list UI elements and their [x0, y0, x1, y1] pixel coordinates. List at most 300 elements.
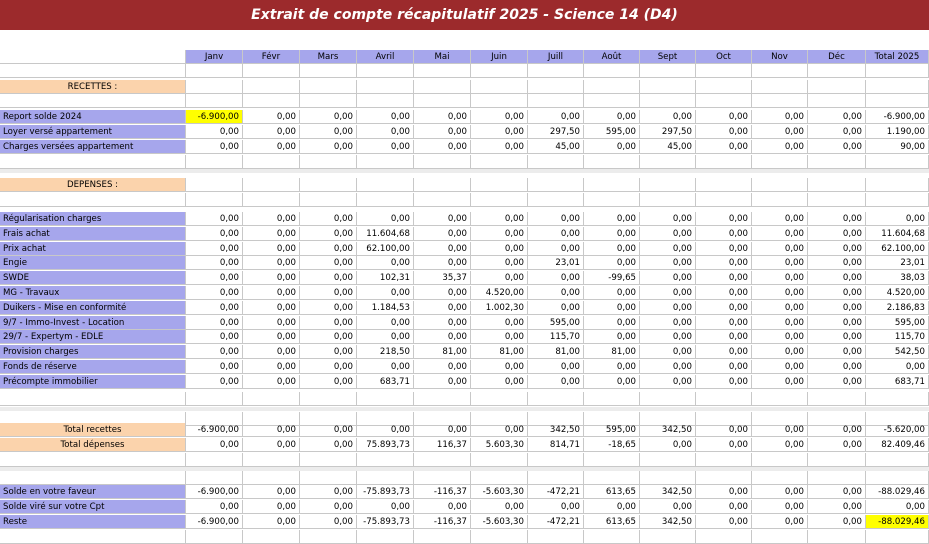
value-cell[interactable]: 0,00 [243, 125, 300, 139]
empty-cell[interactable] [808, 193, 866, 207]
empty-cell[interactable] [414, 178, 471, 192]
value-cell[interactable]: 0,00 [752, 485, 808, 499]
row-label[interactable]: Provision charges [0, 345, 186, 359]
empty-cell[interactable] [866, 453, 929, 467]
empty-cell[interactable] [186, 392, 243, 406]
value-cell[interactable]: 0,00 [414, 500, 471, 514]
value-cell[interactable]: 0,00 [808, 271, 866, 285]
value-cell[interactable]: 613,65 [584, 485, 640, 499]
value-cell[interactable]: 0,00 [528, 271, 584, 285]
value-cell[interactable]: 0,00 [696, 242, 752, 256]
value-cell[interactable]: -75.893,73 [357, 515, 414, 529]
row-label[interactable]: Report solde 2024 [0, 110, 186, 124]
empty-cell[interactable] [357, 392, 414, 406]
empty-cell[interactable] [584, 471, 640, 485]
value-cell[interactable]: 0,00 [414, 256, 471, 270]
value-cell[interactable]: 0,00 [584, 140, 640, 154]
value-cell[interactable]: -99,65 [584, 271, 640, 285]
value-cell[interactable]: 0,00 [300, 375, 357, 389]
empty-cell[interactable] [0, 392, 186, 406]
row-label[interactable]: SWDE [0, 271, 186, 285]
empty-cell[interactable] [471, 64, 528, 78]
empty-cell[interactable] [866, 193, 929, 207]
empty-cell[interactable] [357, 471, 414, 485]
value-cell[interactable]: 0,00 [752, 423, 808, 437]
value-cell[interactable]: 0,00 [752, 271, 808, 285]
value-cell[interactable]: 0,00 [300, 301, 357, 315]
value-cell[interactable]: 0,00 [300, 345, 357, 359]
value-cell[interactable]: 0,00 [528, 242, 584, 256]
value-cell[interactable]: 0,00 [752, 212, 808, 226]
empty-cell[interactable] [357, 155, 414, 169]
value-cell[interactable]: 116,37 [414, 438, 471, 452]
value-cell[interactable]: 4.520,00 [866, 286, 929, 300]
empty-cell[interactable] [243, 178, 300, 192]
value-cell[interactable]: 0,00 [640, 271, 696, 285]
value-cell[interactable]: 0,00 [186, 227, 243, 241]
row-label[interactable]: Prix achat [0, 242, 186, 256]
value-cell[interactable]: 0,00 [696, 345, 752, 359]
value-cell[interactable]: 0,00 [640, 438, 696, 452]
value-cell[interactable]: 0,00 [300, 423, 357, 437]
empty-cell[interactable] [414, 193, 471, 207]
value-cell[interactable]: 0,00 [243, 271, 300, 285]
value-cell[interactable]: -6.900,00 [866, 110, 929, 124]
value-cell[interactable]: 0,00 [243, 242, 300, 256]
value-cell[interactable]: 0,00 [300, 500, 357, 514]
value-cell[interactable]: 0,00 [866, 212, 929, 226]
empty-cell[interactable] [471, 94, 528, 108]
value-cell[interactable]: 0,00 [752, 242, 808, 256]
value-cell[interactable]: 0,00 [528, 360, 584, 374]
row-label[interactable]: Total recettes [0, 423, 186, 437]
empty-cell[interactable] [640, 193, 696, 207]
value-cell[interactable]: 0,00 [414, 316, 471, 330]
value-cell[interactable]: 0,00 [696, 330, 752, 344]
empty-cell[interactable] [300, 392, 357, 406]
value-cell[interactable]: 0,00 [808, 125, 866, 139]
value-cell[interactable]: 342,50 [640, 515, 696, 529]
row-label[interactable]: Fonds de réserve [0, 360, 186, 374]
empty-cell[interactable] [752, 64, 808, 78]
value-cell[interactable]: 342,50 [528, 423, 584, 437]
empty-cell[interactable] [808, 178, 866, 192]
value-cell[interactable]: 0,00 [300, 330, 357, 344]
value-cell[interactable]: 0,00 [243, 227, 300, 241]
value-cell[interactable]: 0,00 [243, 140, 300, 154]
value-cell[interactable]: -6.900,00 [186, 423, 243, 437]
row-label[interactable]: MG - Travaux [0, 286, 186, 300]
value-cell[interactable]: 0,00 [584, 360, 640, 374]
value-cell[interactable]: 0,00 [696, 140, 752, 154]
value-cell[interactable]: 1.184,53 [357, 301, 414, 315]
value-cell[interactable]: 0,00 [357, 140, 414, 154]
value-cell[interactable]: 0,00 [528, 375, 584, 389]
value-cell[interactable]: 0,00 [243, 515, 300, 529]
value-cell[interactable]: 0,00 [808, 256, 866, 270]
value-cell[interactable]: 0,00 [414, 286, 471, 300]
empty-cell[interactable] [584, 178, 640, 192]
empty-cell[interactable] [584, 94, 640, 108]
value-cell[interactable]: 613,65 [584, 515, 640, 529]
empty-cell[interactable] [528, 155, 584, 169]
empty-cell[interactable] [752, 94, 808, 108]
value-cell[interactable]: 2.186,83 [866, 301, 929, 315]
value-cell[interactable]: 0,00 [471, 212, 528, 226]
value-cell[interactable]: 0,00 [300, 485, 357, 499]
empty-cell[interactable] [300, 471, 357, 485]
value-cell[interactable]: 23,01 [528, 256, 584, 270]
empty-cell[interactable] [414, 155, 471, 169]
empty-cell[interactable] [696, 178, 752, 192]
value-cell[interactable]: 62.100,00 [866, 242, 929, 256]
value-cell[interactable]: 0,00 [584, 500, 640, 514]
value-cell[interactable]: -5.620,00 [866, 423, 929, 437]
value-cell[interactable]: 0,00 [300, 242, 357, 256]
value-cell[interactable]: 0,00 [584, 316, 640, 330]
empty-cell[interactable] [414, 64, 471, 78]
empty-cell[interactable] [640, 453, 696, 467]
value-cell[interactable]: 0,00 [414, 301, 471, 315]
empty-cell[interactable] [300, 453, 357, 467]
value-cell[interactable]: -6.900,00 [186, 515, 243, 529]
value-cell[interactable]: 1.190,00 [866, 125, 929, 139]
value-cell[interactable]: 0,00 [300, 125, 357, 139]
value-cell[interactable]: 0,00 [696, 227, 752, 241]
value-cell[interactable]: 0,00 [808, 485, 866, 499]
value-cell[interactable]: 0,00 [752, 227, 808, 241]
empty-cell[interactable] [414, 80, 471, 94]
value-cell[interactable]: 75.893,73 [357, 438, 414, 452]
empty-cell[interactable] [186, 193, 243, 207]
value-cell[interactable]: 0,00 [414, 330, 471, 344]
value-cell[interactable]: 45,00 [640, 140, 696, 154]
value-cell[interactable]: 0,00 [584, 256, 640, 270]
empty-cell[interactable] [186, 453, 243, 467]
empty-cell[interactable] [300, 193, 357, 207]
value-cell[interactable]: 342,50 [640, 485, 696, 499]
value-cell[interactable]: 0,00 [584, 330, 640, 344]
empty-cell[interactable] [866, 392, 929, 406]
value-cell[interactable]: 0,00 [243, 423, 300, 437]
value-cell[interactable]: 0,00 [186, 316, 243, 330]
empty-cell[interactable] [357, 94, 414, 108]
empty-cell[interactable] [243, 471, 300, 485]
empty-cell[interactable] [808, 471, 866, 485]
empty-cell[interactable] [640, 64, 696, 78]
empty-cell[interactable] [528, 64, 584, 78]
value-cell[interactable]: 0,00 [357, 256, 414, 270]
value-cell[interactable]: 0,00 [696, 301, 752, 315]
value-cell[interactable]: 0,00 [471, 316, 528, 330]
value-cell[interactable]: 0,00 [584, 242, 640, 256]
value-cell[interactable]: 0,00 [186, 212, 243, 226]
value-cell[interactable]: -18,65 [584, 438, 640, 452]
value-cell[interactable]: 62.100,00 [357, 242, 414, 256]
value-cell[interactable]: 0,00 [471, 227, 528, 241]
empty-cell[interactable] [752, 392, 808, 406]
value-cell[interactable]: 115,70 [528, 330, 584, 344]
value-cell[interactable]: 542,50 [866, 345, 929, 359]
empty-cell[interactable] [243, 64, 300, 78]
empty-cell[interactable] [414, 392, 471, 406]
value-cell[interactable]: 0,00 [696, 286, 752, 300]
value-cell[interactable]: 0,00 [528, 500, 584, 514]
value-cell[interactable]: 0,00 [186, 500, 243, 514]
value-cell[interactable]: 0,00 [640, 330, 696, 344]
value-cell[interactable]: 0,00 [584, 286, 640, 300]
value-cell[interactable]: 595,00 [528, 316, 584, 330]
value-cell[interactable]: 0,00 [471, 140, 528, 154]
value-cell[interactable]: 0,00 [471, 375, 528, 389]
value-cell[interactable]: 1.002,30 [471, 301, 528, 315]
row-label[interactable]: Solde viré sur votre Cpt [0, 500, 186, 514]
empty-cell[interactable] [357, 64, 414, 78]
value-cell[interactable]: 0,00 [808, 500, 866, 514]
value-cell[interactable]: 0,00 [186, 140, 243, 154]
value-cell[interactable]: 0,00 [752, 375, 808, 389]
row-label[interactable]: Précompte immobilier [0, 375, 186, 389]
value-cell[interactable]: 342,50 [640, 423, 696, 437]
empty-cell[interactable] [243, 80, 300, 94]
value-cell[interactable]: 0,00 [808, 438, 866, 452]
empty-cell[interactable] [866, 94, 929, 108]
empty-cell[interactable] [696, 193, 752, 207]
value-cell[interactable]: 0,00 [640, 286, 696, 300]
empty-cell[interactable] [0, 155, 186, 169]
value-cell[interactable]: 0,00 [584, 110, 640, 124]
empty-cell[interactable] [357, 453, 414, 467]
empty-cell[interactable] [471, 155, 528, 169]
empty-cell[interactable] [752, 178, 808, 192]
empty-cell[interactable] [640, 178, 696, 192]
value-cell[interactable]: 0,00 [528, 212, 584, 226]
value-cell[interactable]: 0,00 [357, 212, 414, 226]
value-cell[interactable]: 0,00 [752, 345, 808, 359]
value-cell[interactable]: 0,00 [300, 256, 357, 270]
value-cell[interactable]: 0,00 [808, 515, 866, 529]
empty-cell[interactable] [471, 80, 528, 94]
value-cell[interactable]: 0,00 [243, 212, 300, 226]
value-cell[interactable]: 0,00 [414, 110, 471, 124]
value-cell[interactable]: 90,00 [866, 140, 929, 154]
value-cell[interactable]: 0,00 [752, 301, 808, 315]
value-cell[interactable]: 0,00 [471, 125, 528, 139]
row-label[interactable]: 29/7 - Expertym - EDLE [0, 330, 186, 344]
row-label[interactable]: Loyer versé appartement [0, 125, 186, 139]
value-cell[interactable]: 0,00 [471, 271, 528, 285]
empty-cell[interactable] [808, 453, 866, 467]
empty-cell[interactable] [528, 193, 584, 207]
empty-cell[interactable] [584, 80, 640, 94]
empty-cell[interactable] [752, 155, 808, 169]
value-cell[interactable]: 0,00 [243, 110, 300, 124]
empty-cell[interactable] [866, 80, 929, 94]
value-cell[interactable]: 0,00 [300, 360, 357, 374]
value-cell[interactable]: 0,00 [640, 316, 696, 330]
value-cell[interactable]: 0,00 [300, 271, 357, 285]
empty-cell[interactable] [0, 64, 186, 78]
value-cell[interactable]: 0,00 [186, 345, 243, 359]
empty-cell[interactable] [866, 155, 929, 169]
value-cell[interactable]: 0,00 [528, 227, 584, 241]
value-cell[interactable]: 0,00 [640, 345, 696, 359]
value-cell[interactable]: 0,00 [243, 485, 300, 499]
value-cell[interactable]: -5.603,30 [471, 515, 528, 529]
value-cell[interactable]: -472,21 [528, 485, 584, 499]
value-cell[interactable]: 0,00 [357, 125, 414, 139]
empty-cell[interactable] [528, 178, 584, 192]
value-cell[interactable]: 81,00 [528, 345, 584, 359]
value-cell[interactable]: 5.603,30 [471, 438, 528, 452]
value-cell[interactable]: 0,00 [808, 316, 866, 330]
value-cell[interactable]: -6.900,00 [186, 110, 243, 124]
value-cell[interactable]: 0,00 [300, 140, 357, 154]
value-cell[interactable]: 0,00 [528, 110, 584, 124]
empty-cell[interactable] [640, 94, 696, 108]
empty-cell[interactable] [696, 64, 752, 78]
value-cell[interactable]: 0,00 [186, 286, 243, 300]
empty-cell[interactable] [471, 178, 528, 192]
value-cell[interactable]: 0,00 [696, 423, 752, 437]
empty-cell[interactable] [300, 178, 357, 192]
value-cell[interactable]: 0,00 [186, 256, 243, 270]
empty-cell[interactable] [866, 471, 929, 485]
empty-cell[interactable] [696, 392, 752, 406]
empty-cell[interactable] [300, 80, 357, 94]
value-cell[interactable]: 0,00 [243, 330, 300, 344]
value-cell[interactable]: 0,00 [357, 286, 414, 300]
empty-cell[interactable] [471, 392, 528, 406]
value-cell[interactable]: 0,00 [696, 500, 752, 514]
value-cell[interactable]: 0,00 [808, 242, 866, 256]
empty-cell[interactable] [471, 471, 528, 485]
empty-cell[interactable] [696, 80, 752, 94]
value-cell[interactable]: -88.029,46 [866, 515, 929, 529]
value-cell[interactable]: 0,00 [808, 286, 866, 300]
value-cell[interactable]: 0,00 [300, 212, 357, 226]
value-cell[interactable]: 0,00 [243, 360, 300, 374]
value-cell[interactable]: 35,37 [414, 271, 471, 285]
empty-cell[interactable] [752, 80, 808, 94]
value-cell[interactable]: 0,00 [584, 227, 640, 241]
value-cell[interactable]: 0,00 [243, 438, 300, 452]
value-cell[interactable]: -75.893,73 [357, 485, 414, 499]
value-cell[interactable]: 0,00 [528, 301, 584, 315]
value-cell[interactable]: 0,00 [696, 212, 752, 226]
value-cell[interactable]: 0,00 [752, 330, 808, 344]
empty-cell[interactable] [584, 64, 640, 78]
empty-cell[interactable] [528, 392, 584, 406]
value-cell[interactable]: 0,00 [808, 345, 866, 359]
value-cell[interactable]: 0,00 [243, 375, 300, 389]
value-cell[interactable]: 0,00 [808, 301, 866, 315]
value-cell[interactable]: -472,21 [528, 515, 584, 529]
empty-cell[interactable] [584, 392, 640, 406]
value-cell[interactable]: 82.409,46 [866, 438, 929, 452]
value-cell[interactable]: -116,37 [414, 485, 471, 499]
value-cell[interactable]: 0,00 [243, 256, 300, 270]
value-cell[interactable]: 0,00 [696, 271, 752, 285]
value-cell[interactable]: 0,00 [414, 375, 471, 389]
value-cell[interactable]: 0,00 [752, 360, 808, 374]
value-cell[interactable]: 0,00 [696, 316, 752, 330]
value-cell[interactable]: 0,00 [300, 286, 357, 300]
value-cell[interactable]: 0,00 [186, 330, 243, 344]
value-cell[interactable]: 0,00 [696, 110, 752, 124]
row-label[interactable]: 9/7 - Immo-Invest - Location [0, 316, 186, 330]
empty-cell[interactable] [696, 453, 752, 467]
value-cell[interactable]: 0,00 [528, 286, 584, 300]
value-cell[interactable]: 0,00 [752, 286, 808, 300]
value-cell[interactable]: 595,00 [866, 316, 929, 330]
value-cell[interactable]: 0,00 [696, 256, 752, 270]
value-cell[interactable]: 0,00 [186, 301, 243, 315]
empty-cell[interactable] [186, 80, 243, 94]
empty-cell[interactable] [866, 178, 929, 192]
value-cell[interactable]: 0,00 [243, 286, 300, 300]
value-cell[interactable]: 0,00 [808, 423, 866, 437]
value-cell[interactable]: 0,00 [640, 256, 696, 270]
value-cell[interactable]: 0,00 [640, 500, 696, 514]
value-cell[interactable]: 115,70 [866, 330, 929, 344]
value-cell[interactable]: 0,00 [357, 316, 414, 330]
value-cell[interactable]: 814,71 [528, 438, 584, 452]
value-cell[interactable]: 23,01 [866, 256, 929, 270]
empty-cell[interactable] [584, 193, 640, 207]
value-cell[interactable]: 0,00 [414, 242, 471, 256]
value-cell[interactable]: 0,00 [808, 227, 866, 241]
value-cell[interactable]: 0,00 [414, 360, 471, 374]
value-cell[interactable]: 0,00 [357, 500, 414, 514]
value-cell[interactable]: 0,00 [186, 360, 243, 374]
value-cell[interactable]: 11.604,68 [357, 227, 414, 241]
empty-cell[interactable] [300, 155, 357, 169]
value-cell[interactable]: 0,00 [471, 256, 528, 270]
value-cell[interactable]: 0,00 [300, 316, 357, 330]
empty-cell[interactable] [584, 155, 640, 169]
value-cell[interactable]: -88.029,46 [866, 485, 929, 499]
empty-cell[interactable] [640, 471, 696, 485]
value-cell[interactable]: 4.520,00 [471, 286, 528, 300]
empty-cell[interactable] [528, 471, 584, 485]
empty-cell[interactable] [300, 64, 357, 78]
empty-cell[interactable] [414, 471, 471, 485]
empty-cell[interactable] [243, 94, 300, 108]
value-cell[interactable]: 595,00 [584, 423, 640, 437]
row-label[interactable]: Régularisation charges [0, 212, 186, 226]
empty-cell[interactable] [0, 94, 186, 108]
value-cell[interactable]: 0,00 [696, 360, 752, 374]
empty-cell[interactable] [0, 453, 186, 467]
row-label[interactable]: Duikers - Mise en conformité [0, 301, 186, 315]
value-cell[interactable]: 81,00 [584, 345, 640, 359]
value-cell[interactable]: 0,00 [696, 485, 752, 499]
empty-cell[interactable] [696, 471, 752, 485]
value-cell[interactable]: 0,00 [752, 125, 808, 139]
empty-cell[interactable] [808, 94, 866, 108]
value-cell[interactable]: 0,00 [640, 375, 696, 389]
empty-cell[interactable] [696, 94, 752, 108]
empty-cell[interactable] [357, 178, 414, 192]
value-cell[interactable]: 0,00 [696, 515, 752, 529]
value-cell[interactable]: 0,00 [243, 500, 300, 514]
empty-cell[interactable] [808, 64, 866, 78]
value-cell[interactable]: 0,00 [752, 500, 808, 514]
value-cell[interactable]: 0,00 [471, 330, 528, 344]
empty-cell[interactable] [528, 80, 584, 94]
value-cell[interactable]: 0,00 [584, 301, 640, 315]
